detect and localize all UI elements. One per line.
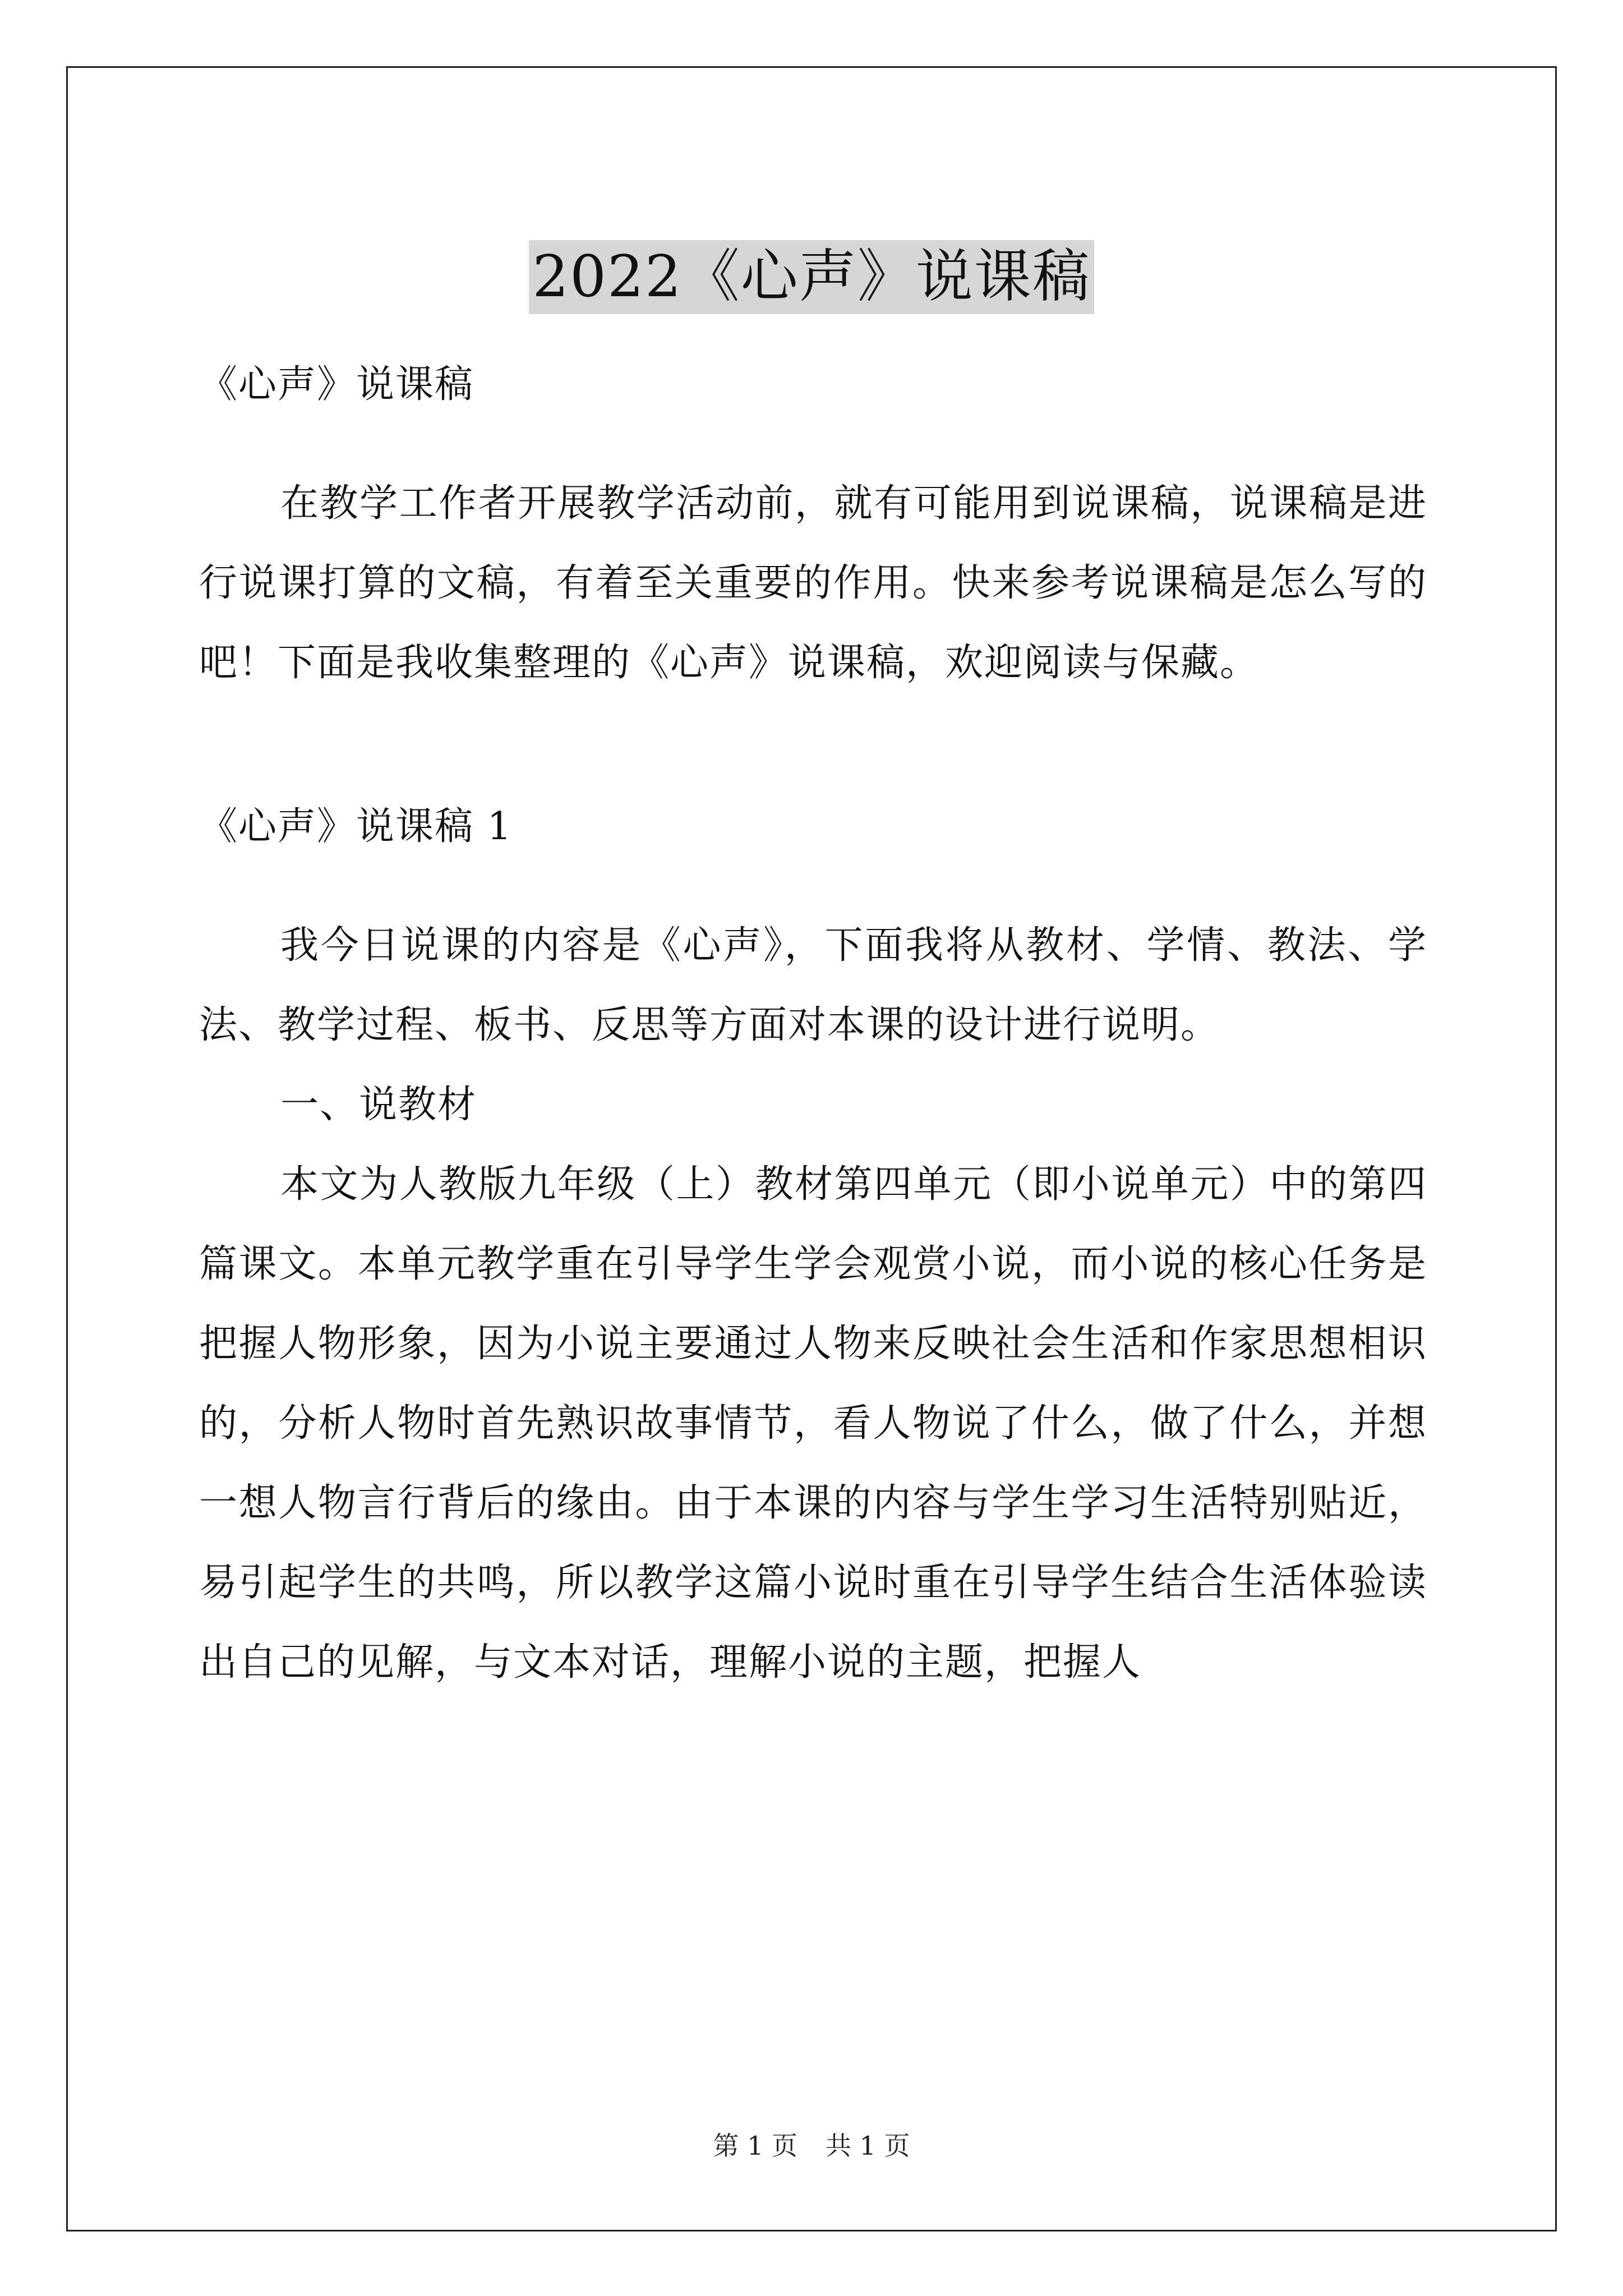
title-area bbox=[0, 202, 1623, 353]
page-number: 第 1 页 bbox=[713, 2131, 797, 2161]
section-heading: 《心声》说课稿 1 bbox=[199, 804, 513, 849]
document-title: 2022《心声》说课稿 bbox=[529, 240, 1094, 314]
section-intro-paragraph: 我今日说课的内容是《心声》，下面我将从教材、学情、教法、学法、教学过程、板书、反思等方面对本课的设计进行说明。 bbox=[199, 923, 1427, 1047]
part-heading: 一、说教材 bbox=[280, 1083, 477, 1127]
intro-paragraph: 在教学工作者开展教学活动前，就有可能用到说课稿，说课稿是进行说课打算的文稿，有着至关重要的作用。快来参考说课稿是怎么写的吧！下面是我收集整理的《心声》说课稿，欢迎阅读与保藏。 bbox=[199, 481, 1427, 685]
subtitle: 《心声》说课稿 bbox=[199, 362, 474, 407]
document-body bbox=[199, 345, 1427, 1703]
page-footer bbox=[0, 2129, 1623, 2162]
body-paragraph: 本文为人教版九年级（上）教材第四单元（即小说单元）中的第四篇课文。本单元教学重在引导学生学会观赏小说，而小说的核心任务是把握人物形象，因为小说主要通过人物来反映社会生活和作家思想相识的，分析人物时首先熟识故事情节，看人物说了什么，做了什么，并想一想人物言行背后的缘由。由于本课的内容与学生学习生活特别贴近，易引起学生的共鸣，所以教学这篇小说时重在引导学生结合生活体验读出自己的见解，与文本对话，理解小说的主题，把握人 bbox=[199, 1162, 1427, 1685]
page-total: 共 1 页 bbox=[826, 2131, 910, 2161]
